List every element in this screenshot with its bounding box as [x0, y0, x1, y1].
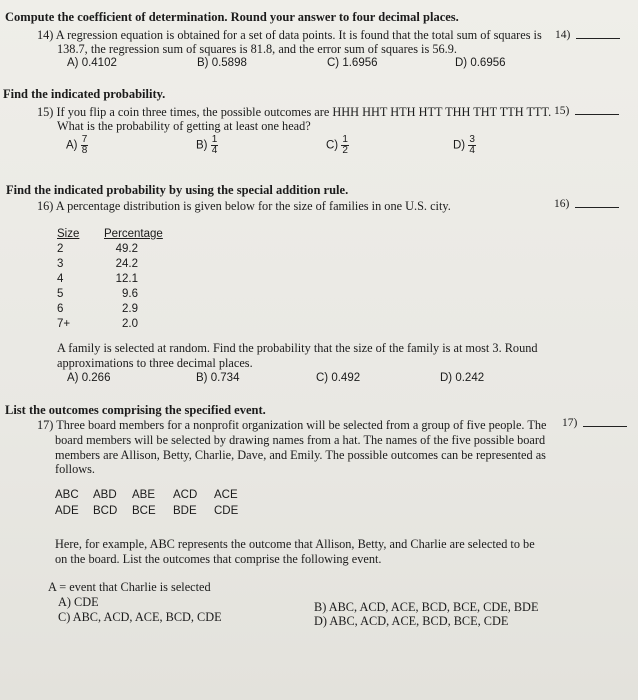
table-cell-size: 4	[57, 273, 64, 285]
section-header-probability: Find the indicated probability.	[3, 87, 166, 101]
outcome-item: ADE	[55, 505, 79, 517]
q15-choice-b-label: B)	[196, 139, 208, 152]
question-17-example2: on the board. List the outcomes that comprise the following event.	[55, 552, 382, 566]
table-header-percentage: Percentage	[104, 228, 163, 240]
answer-slot-16[interactable]	[554, 198, 619, 210]
fraction-numerator: 3	[469, 134, 475, 145]
q17-choice-b[interactable]: B) ABC, ACD, ACE, BCD, BCE, CDE, BDE	[314, 600, 539, 614]
outcome-item: ACE	[214, 489, 238, 501]
q15-choice-d-fraction	[468, 135, 476, 156]
table-cell-percentage: 2.9	[122, 303, 138, 315]
question-17-line3: members are Allison, Betty, Charlie, Dave, and Emily. The possible outcomes can be represented as	[55, 448, 546, 462]
outcome-item: ACD	[173, 489, 198, 501]
table-cell-size: 2	[57, 243, 64, 255]
table-cell-size: 5	[57, 288, 64, 300]
answer-slot-17[interactable]	[562, 417, 627, 429]
answer-number-16: 16)	[554, 198, 570, 210]
table-cell-size: 7+	[57, 318, 71, 330]
question-16-para2: approximations to three decimal places.	[57, 356, 253, 370]
answer-number-17: 17)	[562, 417, 578, 429]
answer-number-15: 15)	[554, 105, 570, 117]
question-16-para1: A family is selected at random. Find the probability that the size of the family is at most 3. Round	[57, 341, 538, 355]
answer-blank-16[interactable]	[575, 207, 619, 208]
table-cell-size: 3	[57, 258, 64, 270]
q14-choice-b[interactable]: B) 0.5898	[197, 57, 247, 69]
table-header-size: Size	[57, 228, 80, 240]
outcome-item: BCE	[132, 505, 156, 517]
answer-number-14: 14)	[555, 29, 571, 41]
table-cell-percentage: 12.1	[115, 273, 138, 285]
q15-choice-a-label: A)	[66, 139, 78, 152]
table-cell-percentage: 2.0	[122, 318, 138, 330]
table-cell-percentage: 9.6	[122, 288, 138, 300]
table-cell-percentage: 24.2	[115, 258, 138, 270]
section-header-outcomes: List the outcomes comprising the specified event.	[5, 403, 266, 417]
q15-choice-c-fraction	[341, 135, 349, 156]
fraction-denominator: 8	[81, 145, 88, 156]
q16-choice-a[interactable]: A) 0.266	[67, 372, 111, 384]
q16-choice-c[interactable]: C) 0.492	[316, 372, 361, 384]
q15-choice-d[interactable]	[453, 135, 476, 156]
table-cell-size: 6	[57, 303, 64, 315]
fraction-numerator: 7	[81, 134, 88, 145]
section-header-addition-rule: Find the indicated probability by using the special addition rule.	[6, 183, 349, 197]
answer-slot-15[interactable]	[554, 105, 619, 117]
fraction-denominator: 4	[211, 145, 218, 156]
q15-choice-b[interactable]	[196, 135, 218, 156]
outcome-item: ABE	[132, 489, 156, 501]
fraction-numerator: 1	[211, 134, 218, 145]
q16-choice-d[interactable]: D) 0.242	[440, 372, 485, 384]
outcome-item: BCD	[93, 505, 118, 517]
question-17-line4: follows.	[55, 462, 95, 476]
answer-blank-14[interactable]	[576, 38, 620, 39]
q16-choice-b[interactable]: B) 0.734	[196, 372, 240, 384]
question-14-line2: 138.7, the regression sum of squares is 81.8, and the error sum of squares is 56.9.	[57, 42, 457, 56]
q17-choice-d[interactable]: D) ABC, ACD, ACE, BCD, BCE, CDE	[314, 614, 509, 628]
question-17-event: A = event that Charlie is selected	[48, 580, 211, 594]
answer-slot-14[interactable]	[555, 29, 620, 41]
fraction-denominator: 2	[342, 145, 348, 156]
outcome-item: BDE	[173, 505, 197, 517]
question-17-line1: 17) Three board members for a nonprofit organization will be selected from a group of five people. The	[37, 418, 547, 432]
q15-choice-a[interactable]	[66, 135, 88, 156]
outcome-item: ABD	[93, 489, 117, 501]
q17-choice-c[interactable]: C) ABC, ACD, ACE, BCD, CDE	[58, 610, 222, 624]
outcome-item: ABC	[55, 489, 79, 501]
question-14-line1: 14) A regression equation is obtained for a set of data points. It is found that the total sum of squares is	[37, 28, 542, 42]
q17-choice-a[interactable]: A) CDE	[58, 595, 99, 609]
answer-blank-15[interactable]	[575, 114, 619, 115]
section-header-coefficient: Compute the coefficient of determination. Round your answer to four decimal places.	[5, 10, 459, 24]
fraction-numerator: 1	[342, 134, 348, 145]
q14-choice-d[interactable]: D) 0.6956	[455, 57, 506, 69]
q15-choice-a-fraction	[81, 135, 89, 156]
table-cell-percentage: 49.2	[115, 243, 138, 255]
q15-choice-c-label: C)	[326, 139, 339, 152]
question-15-line1: 15) If you flip a coin three times, the possible outcomes are HHH HHT HTH HTT THH THT TTH TTT.	[37, 105, 552, 119]
q15-choice-c[interactable]	[326, 135, 349, 156]
fraction-denominator: 4	[469, 145, 475, 156]
question-17-line2: board members will be selected by drawing names from a hat. The names of the five possible board	[55, 433, 546, 447]
q15-choice-b-fraction	[211, 135, 219, 156]
q14-choice-c[interactable]: C) 1.6956	[327, 57, 378, 69]
outcome-item: CDE	[214, 505, 239, 517]
question-15-line2: What is the probability of getting at least one head?	[57, 119, 311, 133]
question-17-example1: Here, for example, ABC represents the outcome that Allison, Betty, and Charlie are selected to be	[55, 537, 535, 551]
answer-blank-17[interactable]	[583, 426, 627, 427]
question-16-line1: 16) A percentage distribution is given below for the size of families in one U.S. city.	[37, 199, 451, 213]
q14-choice-a[interactable]: A) 0.4102	[67, 57, 117, 69]
q15-choice-d-label: D)	[453, 139, 466, 152]
